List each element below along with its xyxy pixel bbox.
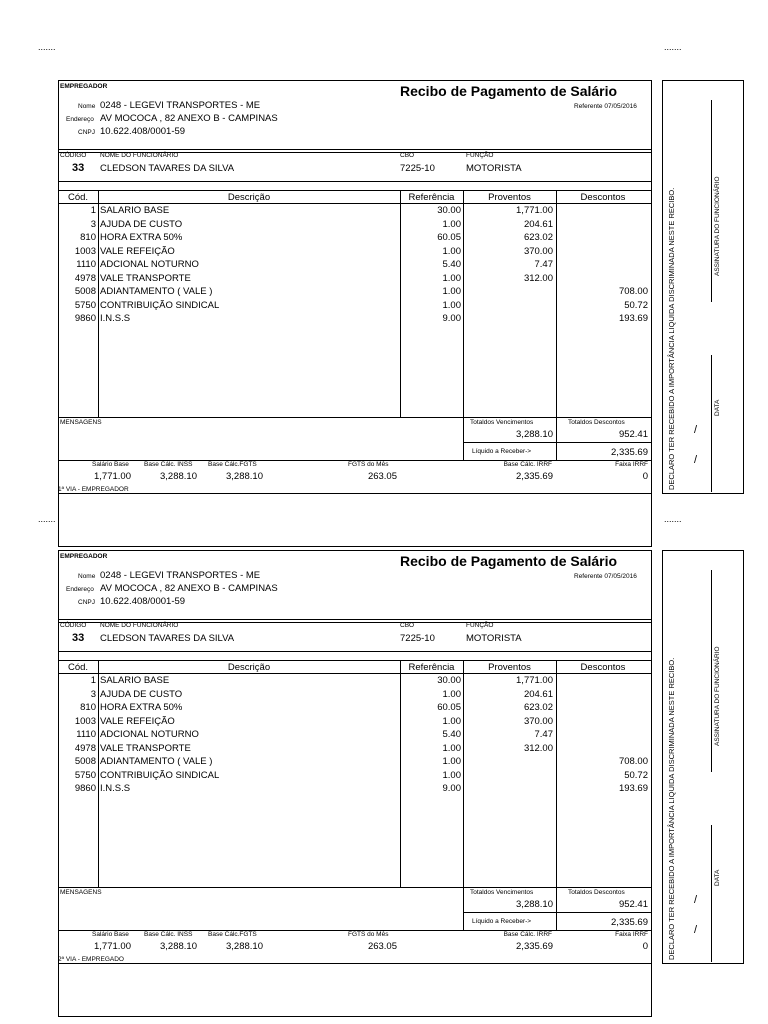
endereco-label: Endereço	[66, 586, 94, 593]
col-header-proventos: Proventos	[488, 662, 531, 673]
divider	[58, 417, 652, 418]
cell-cod: 9860	[74, 313, 96, 324]
cell-descontos: 708.00	[618, 756, 648, 767]
total-descontos: 952.41	[618, 899, 648, 910]
nome-label: Nome	[78, 573, 96, 580]
cbo-label: CBO	[400, 152, 415, 159]
mensagens-label: MENSAGENS	[60, 889, 102, 896]
cell-referencia: 60.05	[437, 232, 461, 243]
cell-referencia: 1.00	[442, 742, 461, 754]
cell-cod: 810	[80, 702, 96, 713]
fgts-base-label: Base Cálc.FGTS	[208, 461, 257, 468]
employee-code: 33	[72, 162, 85, 174]
table-row	[58, 728, 648, 742]
table-row	[58, 272, 648, 286]
cnpj-label: CNPJ	[78, 599, 95, 606]
employer-address: AV MOCOCA , 82 ANEXO B - CAMPINAS	[100, 113, 278, 124]
table-row	[58, 701, 648, 715]
nome-label: Nome	[78, 103, 96, 110]
total-vencimentos-label: Totaldos Vencimentos	[470, 889, 534, 896]
funcao-label: FUNÇÃO	[466, 152, 494, 159]
cell-referencia: 1.00	[442, 286, 461, 297]
divider	[58, 149, 652, 150]
liquido-label: Líquido a Receber->	[472, 918, 532, 925]
data-label: DATA	[714, 399, 721, 416]
cell-cod: 3	[90, 688, 96, 700]
liquido-label: Líquido a Receber->	[472, 448, 532, 455]
fgts-mes-label: FGTS do Mês	[348, 931, 389, 938]
cell-cod: 1	[90, 675, 96, 686]
referente: Referente 07/05/2016	[574, 573, 637, 580]
salario-base-value: 1,771.00	[94, 941, 131, 952]
employee-name-label: NOME DO FUNCIONÁRIO	[100, 152, 179, 159]
date-slash: /	[694, 924, 698, 936]
inss-base-value: 3,288.10	[160, 941, 197, 952]
faixa-irrf-label: Faixa IRRF	[615, 931, 648, 938]
cell-cod: 4978	[74, 742, 96, 754]
total-descontos: 952.41	[618, 429, 648, 440]
assinatura-label: ASSINATURA DO FUNCIONÁRIO	[714, 176, 721, 276]
table-row	[58, 715, 648, 729]
cell-referencia: 1.00	[442, 688, 461, 700]
irrf-base-label: Base Cálc. IRRF	[503, 461, 552, 468]
col-header-cod: Cód.	[67, 662, 89, 673]
total-vencimentos-label: Totaldos Vencimentos	[470, 419, 534, 426]
assinatura-label: ASSINATURA DO FUNCIONÁRIO	[714, 646, 721, 746]
via-label: 1ª VIA - EMPREGADOR	[58, 486, 129, 493]
total-vencimentos: 3,288.10	[516, 899, 553, 910]
receipt-copy	[0, 550, 768, 1020]
cell-descricao: HORA EXTRA 50%	[100, 702, 183, 713]
receipt-title: Recibo de Pagamento de Salário	[400, 553, 618, 569]
faixa-irrf-value: 0	[642, 471, 648, 482]
cell-referencia: 30.00	[437, 205, 461, 216]
cell-referencia: 1.00	[442, 756, 461, 767]
cell-descontos: 193.69	[618, 313, 648, 324]
cell-referencia: 1.00	[442, 245, 461, 257]
salario-base-label: Salário Base	[92, 461, 129, 468]
cell-descricao: SALARIO BASE	[100, 205, 170, 216]
cell-referencia: 1.00	[442, 715, 461, 727]
irrf-base-value: 2,335.69	[516, 941, 553, 952]
via-label: 2ª VIA - EMPREGADO	[58, 956, 124, 963]
col-header-descricao: Descrição	[227, 662, 271, 673]
col-header-descontos: Descontos	[580, 192, 626, 203]
cell-descricao: ADCIONAL NOTURNO	[100, 729, 199, 740]
declaro-text: DECLARO TER RECEBIDO A IMPORTÂNCIA LIQUIDA DISCRIMINADA NESTE RECIBO.	[667, 657, 676, 960]
data-label: DATA	[714, 869, 721, 886]
table-row	[58, 755, 648, 769]
cell-referencia: 1.00	[442, 272, 461, 284]
inss-base-value: 3,288.10	[160, 471, 197, 482]
cell-proventos: 370.00	[523, 715, 553, 727]
cell-referencia: 1.00	[442, 299, 461, 311]
empregador-label: EMPREGADOR	[60, 83, 108, 90]
receipt-title: Recibo de Pagamento de Salário	[400, 83, 618, 99]
cell-referencia: 5.40	[442, 729, 461, 740]
cell-cod: 9860	[74, 783, 96, 794]
cbo-value: 7225-10	[400, 163, 435, 174]
fgts-base-value: 3,288.10	[226, 471, 263, 482]
fgts-base-value: 3,288.10	[226, 941, 263, 952]
col-header-proventos: Proventos	[488, 192, 531, 203]
cell-cod: 5750	[74, 769, 96, 781]
fgts-base-label: Base Cálc.FGTS	[208, 931, 257, 938]
fgts-mes-value: 263.05	[367, 941, 397, 952]
receipt-copy	[0, 80, 768, 550]
cell-cod: 1110	[76, 259, 96, 270]
cell-proventos: 1,771.00	[516, 675, 553, 686]
employer-name: 0248 - LEGEVI TRANSPORTES - ME	[100, 100, 261, 111]
codigo-label: CÓDIGO	[60, 622, 87, 629]
cut-mark: .......	[38, 42, 56, 52]
divider	[58, 651, 652, 652]
col-header-referencia: Referência	[408, 662, 455, 673]
cell-descricao: I.N.S.S	[100, 783, 131, 794]
cell-referencia: 1.00	[442, 218, 461, 230]
employee-name-label: NOME DO FUNCIONÁRIO	[100, 622, 179, 629]
col-header-descricao: Descrição	[227, 192, 271, 203]
table-row	[58, 688, 648, 702]
cell-descricao: VALE REFEIÇÃO	[100, 715, 175, 727]
cell-descricao: AJUDA DE CUSTO	[100, 688, 183, 700]
irrf-base-value: 2,335.69	[516, 471, 553, 482]
table-row	[58, 674, 648, 688]
salario-base-label: Salário Base	[92, 931, 129, 938]
employee-code: 33	[72, 632, 85, 644]
employer-cnpj: 10.622.408/0001-59	[100, 596, 186, 607]
cell-proventos: 1,771.00	[516, 205, 553, 216]
divider	[58, 619, 652, 620]
cell-referencia: 9.00	[442, 783, 461, 794]
cell-descricao: VALE TRANSPORTE	[100, 272, 191, 284]
employee-name: CLEDSON TAVARES DA SILVA	[100, 633, 235, 644]
cell-referencia: 30.00	[437, 675, 461, 686]
employer-cnpj: 10.622.408/0001-59	[100, 126, 186, 137]
cell-descricao: CONTRIBUIÇÃO SINDICAL	[100, 769, 220, 781]
divider	[463, 912, 652, 913]
cell-descricao: CONTRIBUIÇÃO SINDICAL	[100, 299, 220, 311]
employee-name: CLEDSON TAVARES DA SILVA	[100, 163, 235, 174]
funcao-value: MOTORISTA	[466, 163, 522, 174]
divider	[58, 181, 652, 182]
date-line	[711, 825, 712, 962]
cell-descricao: ADCIONAL NOTURNO	[100, 259, 199, 270]
cell-descricao: HORA EXTRA 50%	[100, 232, 183, 243]
col-header-cod: Cód.	[67, 192, 89, 203]
table-row	[58, 258, 648, 272]
col-header-descontos: Descontos	[580, 662, 626, 673]
cell-descricao: SALARIO BASE	[100, 675, 170, 686]
divider	[58, 887, 652, 888]
table-row	[58, 782, 648, 796]
signature-line	[711, 100, 712, 302]
table-row	[58, 285, 648, 299]
cell-referencia: 5.40	[442, 259, 461, 270]
table-row	[58, 299, 648, 313]
cut-mark: .......	[664, 42, 682, 52]
col-header-referencia: Referência	[408, 192, 455, 203]
date-slash: /	[694, 424, 698, 436]
cell-cod: 5008	[74, 756, 96, 767]
date-slash: /	[694, 454, 698, 466]
faixa-irrf-value: 0	[642, 941, 648, 952]
cell-cod: 1003	[74, 245, 96, 257]
table-row	[58, 245, 648, 259]
employer-address: AV MOCOCA , 82 ANEXO B - CAMPINAS	[100, 583, 278, 594]
referente: Referente 07/05/2016	[574, 103, 637, 110]
codigo-label: CÓDIGO	[60, 152, 87, 159]
cell-descricao: VALE REFEIÇÃO	[100, 245, 175, 257]
table-row	[58, 742, 648, 756]
cell-proventos: 623.02	[523, 232, 553, 243]
total-vencimentos: 3,288.10	[516, 429, 553, 440]
cbo-value: 7225-10	[400, 633, 435, 644]
table-row	[58, 769, 648, 783]
cell-descricao: ADIANTAMENTO ( VALE )	[100, 756, 213, 767]
cell-proventos: 312.00	[523, 272, 553, 284]
fgts-mes-value: 263.05	[367, 471, 397, 482]
cell-descricao: I.N.S.S	[100, 313, 131, 324]
cell-cod: 4978	[74, 272, 96, 284]
cell-proventos: 204.61	[523, 688, 553, 700]
table-row	[58, 312, 648, 326]
cell-proventos: 370.00	[523, 245, 553, 257]
cut-mark: .......	[664, 514, 682, 524]
cell-proventos: 7.47	[534, 729, 553, 740]
cbo-label: CBO	[400, 622, 415, 629]
date-line	[711, 355, 712, 492]
funcao-label: FUNÇÃO	[466, 622, 494, 629]
cell-proventos: 312.00	[523, 742, 553, 754]
cell-referencia: 1.00	[442, 769, 461, 781]
cell-cod: 810	[80, 232, 96, 243]
cell-descontos: 50.72	[624, 769, 648, 781]
inss-base-label: Base Cálc. INSS	[144, 461, 193, 468]
signature-line	[711, 570, 712, 772]
date-slash: /	[694, 894, 698, 906]
table-row	[58, 204, 648, 218]
cell-proventos: 204.61	[523, 218, 553, 230]
irrf-base-label: Base Cálc. IRRF	[503, 931, 552, 938]
empregador-label: EMPREGADOR	[60, 553, 108, 560]
employer-name: 0248 - LEGEVI TRANSPORTES - ME	[100, 570, 261, 581]
liquido-value: 2,335.69	[611, 917, 648, 928]
cell-cod: 1003	[74, 715, 96, 727]
total-descontos-label: Totaldos Descontos	[568, 419, 625, 426]
divider	[463, 442, 652, 443]
inss-base-label: Base Cálc. INSS	[144, 931, 193, 938]
cell-proventos: 623.02	[523, 702, 553, 713]
faixa-irrf-label: Faixa IRRF	[615, 461, 648, 468]
funcao-value: MOTORISTA	[466, 633, 522, 644]
cell-descontos: 50.72	[624, 299, 648, 311]
cell-referencia: 60.05	[437, 702, 461, 713]
cell-descontos: 708.00	[618, 286, 648, 297]
cell-cod: 1110	[76, 729, 96, 740]
cell-cod: 5750	[74, 299, 96, 311]
liquido-value: 2,335.69	[611, 447, 648, 458]
cell-proventos: 7.47	[534, 259, 553, 270]
cell-cod: 3	[90, 218, 96, 230]
cell-descricao: VALE TRANSPORTE	[100, 742, 191, 754]
endereco-label: Endereço	[66, 116, 94, 123]
table-row	[58, 231, 648, 245]
total-descontos-label: Totaldos Descontos	[568, 889, 625, 896]
declaro-text: DECLARO TER RECEBIDO A IMPORTÂNCIA LIQUIDA DISCRIMINADA NESTE RECIBO.	[667, 187, 676, 490]
salario-base-value: 1,771.00	[94, 471, 131, 482]
cell-descricao: ADIANTAMENTO ( VALE )	[100, 286, 213, 297]
cell-descricao: AJUDA DE CUSTO	[100, 218, 183, 230]
cut-mark: .......	[38, 514, 56, 524]
table-row	[58, 218, 648, 232]
cell-cod: 1	[90, 205, 96, 216]
fgts-mes-label: FGTS do Mês	[348, 461, 389, 468]
cell-cod: 5008	[74, 286, 96, 297]
mensagens-label: MENSAGENS	[60, 419, 102, 426]
cell-descontos: 193.69	[618, 783, 648, 794]
cell-referencia: 9.00	[442, 313, 461, 324]
cnpj-label: CNPJ	[78, 129, 95, 136]
